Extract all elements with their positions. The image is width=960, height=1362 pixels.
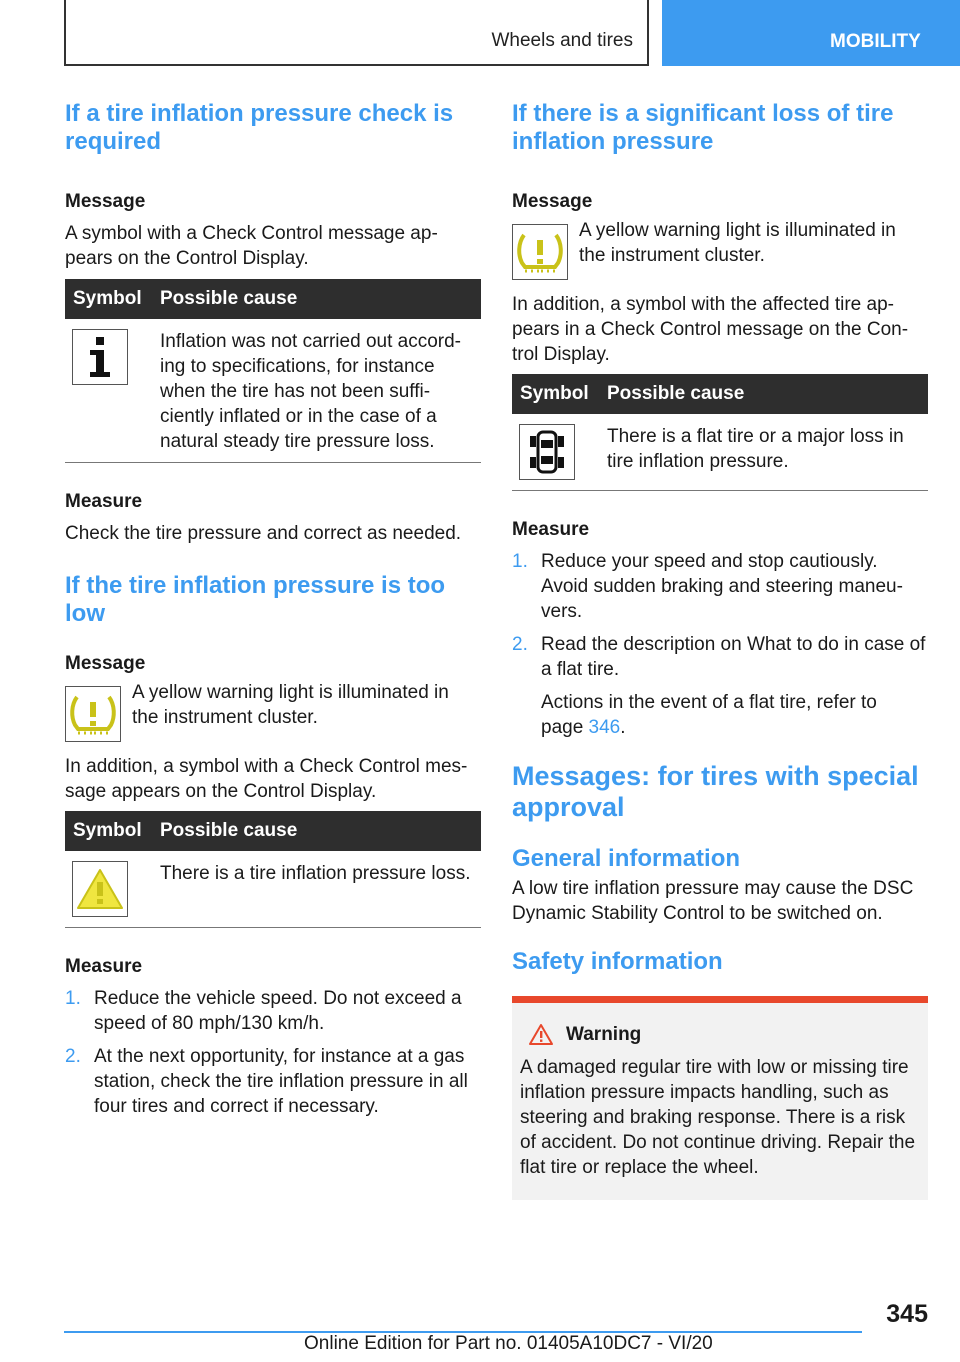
- warning-light-text: A yellow warning light is illuminated in the instrument cluster.: [579, 220, 896, 266]
- measure-label: Measure: [65, 491, 143, 512]
- message-label: Message: [65, 191, 146, 212]
- th-symbol: Symbol: [73, 820, 142, 841]
- warning-text: A damaged regular tire with low or missing tire inflation pressure impacts handling, such as steering and braking response. There is a risk of accident. Do not continue driving. Repair the flat tire or replace the wheel.: [520, 1057, 916, 1178]
- table-header: [65, 279, 481, 319]
- general-information-text: A low tire inflation pressure may cause the DSC Dynamic Stability Control to be switched on.: [512, 878, 914, 924]
- list-item: 2. At the next opportunity, for instance at a gas station, check the tire inflation pressure in all four tires and correct if necessary.: [65, 1046, 468, 1117]
- section-title: Wheels and tires: [491, 30, 633, 51]
- header-section-box: [64, 0, 649, 66]
- table-row: [512, 414, 928, 491]
- th-cause: Possible cause: [160, 820, 298, 841]
- warning-title: [528, 1023, 920, 1046]
- measure-steps: [512, 549, 928, 740]
- th-cause: Possible cause: [160, 288, 298, 309]
- measure-steps: [65, 986, 481, 1119]
- message-label: Message: [512, 191, 593, 212]
- cause-text: There is a tire inflation pressure loss.: [160, 863, 471, 884]
- heading-general-information: General information: [512, 845, 741, 872]
- table-header: [65, 811, 481, 851]
- cause-text: Inflation was not carried out accord‐ ing to specifications, for instance when the tire has not been suffi‐ ciently inflated or in the case of a natural steady tire pressure loss.: [160, 331, 461, 452]
- tire-pressure-warning-icon: [65, 686, 121, 742]
- list-item: 1. Reduce the vehicle speed. Do not exceed a speed of 80 mph/130 km/h.: [65, 988, 462, 1034]
- warning-light-text: A yellow warning light is illuminated in the instrument cluster.: [132, 682, 449, 728]
- table-header: [512, 374, 928, 414]
- heading-pressure-check-required: If a tire inflation pressure check is required: [65, 100, 454, 155]
- addition-text: In addition, a symbol with a Check Control mes‐ sage appears on the Control Display.: [65, 756, 468, 802]
- measure-label: Measure: [512, 519, 590, 540]
- warning-triangle-icon: [72, 861, 128, 917]
- warning-icon: [528, 1023, 554, 1046]
- heading-pressure-too-low: If the tire inflation pressure is too low: [65, 572, 446, 627]
- left-column: [65, 100, 481, 1119]
- message-label: Message: [65, 653, 146, 674]
- list-item: 2. Read the description on What to do in case of a flat tire. Actions in the event of a flat tire, refer to page 346.: [512, 632, 928, 740]
- page-link-346[interactable]: 346: [588, 717, 621, 738]
- heading-special-approval: Messages: for tires with special approval: [512, 761, 919, 822]
- table-row: [65, 851, 481, 928]
- heading-safety-information: Safety information: [512, 948, 723, 975]
- info-icon: [72, 329, 128, 385]
- symbol-table: [65, 279, 481, 463]
- measure-text: Check the tire pressure and correct as needed.: [65, 523, 462, 544]
- th-cause: Possible cause: [607, 383, 745, 404]
- table-row: [65, 319, 481, 463]
- chapter-title: MOBILITY: [830, 31, 921, 52]
- chapter-tab: [662, 0, 960, 66]
- heading-significant-loss: If there is a significant loss of tire inflation pressure: [512, 100, 894, 155]
- message-text: A symbol with a Check Control message ap‐ pears on the Control Display.: [65, 223, 438, 269]
- addition-text: In addition, a symbol with the affected tire ap‐ pears in a Check Control message on the Con‐ trol Display.: [512, 294, 909, 365]
- warning-light-row: [512, 220, 928, 280]
- warning-light-row: [65, 682, 481, 742]
- right-column: [512, 100, 928, 1200]
- th-symbol: Symbol: [520, 383, 589, 404]
- page-number: 345: [886, 1300, 928, 1328]
- tire-pressure-warning-icon: [512, 224, 568, 280]
- symbol-table: [512, 374, 928, 491]
- cause-text: There is a flat tire or a major loss in tire inflation pressure.: [607, 426, 904, 472]
- warning-label: Warning: [566, 1023, 642, 1045]
- measure-label: Measure: [65, 956, 143, 977]
- edition-text: Online Edition for Part no. 01405A10DC7 - VI/20: [304, 1333, 713, 1354]
- car-tire-icon: [519, 424, 575, 480]
- th-symbol: Symbol: [73, 288, 142, 309]
- cross-reference: Actions in the event of a flat tire, refer to page 346.: [541, 692, 877, 738]
- list-item: 1. Reduce your speed and stop cautiously. Avoid sudden braking and steering maneu‐ vers.: [512, 551, 903, 622]
- warning-box: [512, 996, 928, 1200]
- symbol-table: [65, 811, 481, 928]
